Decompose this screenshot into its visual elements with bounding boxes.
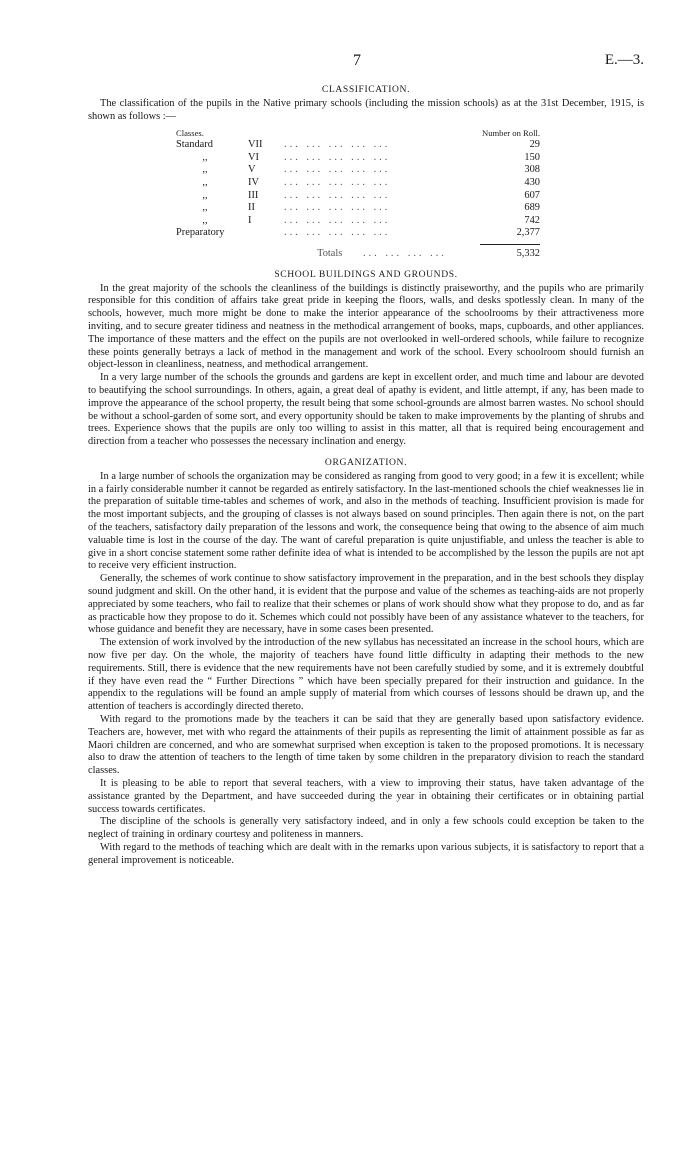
table-row: ,, III ... ... ... ... ... 607 — [202, 189, 540, 201]
paragraph: In a large number of schools the organization may be considered as ranging from good to very good; in a few it is excellent; while in a fairly considerable number it cannot be regarded as entirely satisfactory. In the last-mentioned schools the chief weaknesses lie in the preparation of suitable time-tables and schemes of work, and also in the methods of teaching. Insufficient provision is made for the most important subjects, and the grouping of classes is not always based on sound principles. Then again there is not, on the part of the teachers, satisfactory daily preparation of the lessons and work, the consequence being that owing to the absence of aim much valuable time is lost in the course of the day. The want of careful preparation is quite unjustifiable, and unless the teacher is able to give in a short concise statement some rather definite idea of what is intended to be accomplished by the lesson the pupils are not apt to receive very efficient instruction. — [88, 470, 644, 572]
paragraph: In the great majority of the schools the cleanliness of the buildings is distinctly praiseworthy, and the pupils who are primarily responsible for this condition of affairs take great pride in keeping the floors, walls, and desks spotlessly clean. In many of the schools, however, much more might be done to make the interior appearance of the schoolrooms by their attractiveness more inviting, and to secure greater tidiness and neatness in the methodical arrangement of books, maps, cupboards, and other appliances. The importance of these matters and the effect on the pupils are not overlooked in well-ordered schools, while failure to recognize these points generally betrays a lack of method in the management and work of the school. Every schoolroom should furnish an object-lesson in cleanliness, neatness, and methodical arrangement. — [88, 282, 644, 371]
organization-heading: ORGANIZATION. — [324, 456, 408, 468]
table-row: ,, IV ... ... ... ... ... 430 — [202, 176, 540, 188]
table-row: ,, I ... ... ... ... ... 742 — [202, 214, 540, 226]
table-row: ,, II ... ... ... ... ... 689 — [202, 202, 540, 214]
paragraph: The extension of work involved by the introduction of the new syllabus has necessitated an increase in the school hours, which are now five per day. On the whole, the majority of teachers have found little difficulty in adapting their methods to the new requirements. Still, there is evidence that the new requirements have not been carefully studied by some, and it is extremely doubtful if they have even read the “ Further Directions ” which have been specially prepared for their instruction and guidance. In the appendix to the regulations will be found an ample supply of material from which courses of lessons should be drawn up, and the attention of teachers is accordingly directed thereto. — [88, 637, 644, 713]
table-row: ,, V ... ... ... ... ... 308 — [202, 164, 540, 176]
classification-intro: The classification of the pupils in the Native primary schools (including the mission schools) as at the 31st December, 1915, is shown as follows :— — [88, 98, 644, 122]
document-reference: E.—3. — [604, 52, 644, 68]
document-page — [88, 52, 644, 868]
totals-dots: ... ... ... ... — [362, 247, 447, 259]
paragraph: The discipline of the schools is generally very satisfactory indeed, and in only a few schools could exception be taken to the neglect of training in ordinary courtesy and politeness in manners. — [88, 816, 644, 841]
totals-label: Totals — [317, 247, 343, 259]
totals-row — [176, 244, 540, 260]
roll-table-header — [176, 127, 540, 140]
roll-table — [176, 127, 540, 261]
page-header — [88, 52, 644, 74]
paragraph: In a very large number of the schools the grounds and gardens are kept in excellent order, and much time and labour are devoted to beautifying the school surroundings. In others, again, a great deal of apathy is evident, and little attempt, if any, has been made to improve the appearance of the school property, the result being that some school-grounds are almost barren wastes. No school should be without a school-garden of some sort, and every opportunity should be taken to make improvements by the planting of shrubs and trees. Experience shows that the pupils are only too willing to assist in this matter, all that is required being encouragement and direction from a teacher who possesses the necessary inclination and energy. — [88, 372, 644, 448]
totals-value: 5,332 — [516, 247, 540, 259]
paragraph: Generally, the schemes of work continue to show satisfactory improvement in the preparation, and in the best schools they display sound judgment and skill. On the other hand, it is evident that the purpose and value of the schemes as teaching-aids are not properly appreciated by some teachers, who fail to realize that their schemes or plans of work should show what they propose to do, and as far as practicable how they propose to do it. Schemes which could not possibly have been of any assistance whatever to the teachers, for whose guidance and benefit they are necessary, have in some cases been presented. — [88, 573, 644, 636]
paragraph: With regard to the methods of teaching which are dealt with in the remarks upon various subjects, it is satisfactory to report that a general improvement is noticeable. — [88, 842, 644, 866]
classification-heading: CLASSIFICATION. — [321, 84, 411, 95]
buildings-heading: SCHOOL BUILDINGS AND GROUNDS. — [274, 268, 458, 280]
table-row: ,, VI ... ... ... ... ... 150 — [202, 151, 540, 163]
table-row: Preparatory ... ... ... ... ... 2,377 — [176, 227, 540, 239]
col-number-header: Number on Roll. — [481, 127, 540, 138]
table-row: Standard VII ... ... ... ... ... 29 — [176, 139, 540, 151]
col-classes-header: Classes. — [176, 127, 204, 138]
paragraph: It is pleasing to be able to report that several teachers, with a view to improving their status, have taken advantage of the assistance granted by the Department, and have succeeded during the year in obtaining their certificates or in obtaining partial success towards certificates. — [88, 778, 644, 815]
page-number: 7 — [353, 52, 361, 69]
paragraph: With regard to the promotions made by the teachers it can be said that they are generally based upon satisfactory evidence. Teachers are, however, met with who regard the attainments of their pupils as representing the limit of attainment possible as far as Maori children are concerned, and who are somewhat surprised when exception is taken to the proposed promotions. It is necessary also to draw the attention of teachers to the length of time taken by some children in the preparatory division to reach the standard classes. — [88, 714, 644, 777]
